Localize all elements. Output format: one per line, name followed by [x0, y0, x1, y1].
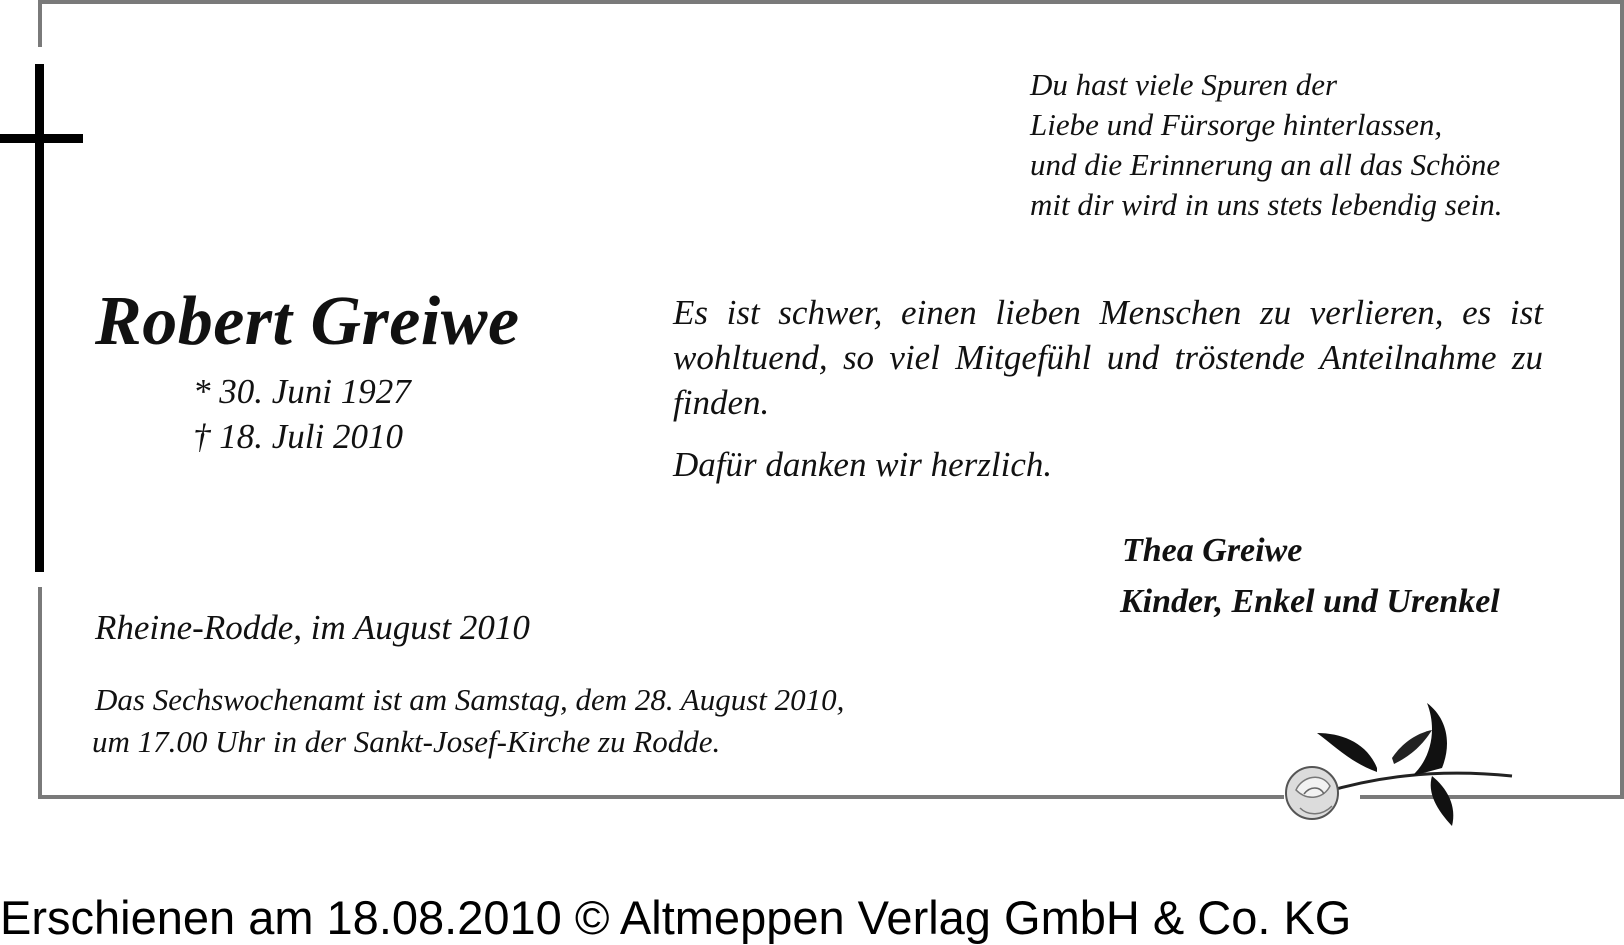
thanks-text: Es ist schwer, einen lieben Menschen zu verlieren, es ist wohltuend, so viel Mitgefühl und tröstende Anteilnahme zu finden. [673, 293, 1543, 422]
rose-icon [1282, 698, 1522, 828]
poem-line: und die Erinnerung an all das Schöne [1030, 147, 1501, 182]
signature-widow: Thea Greiwe [1122, 532, 1303, 569]
place-date: Rheine-Rodde, im August 2010 [95, 608, 530, 647]
poem-line: Liebe und Fürsorge hinterlassen, [1030, 107, 1443, 142]
frame-top [38, 0, 1624, 4]
frame-left-upper [38, 0, 42, 47]
frame-bottom-left [38, 795, 1284, 799]
deceased-name: Robert Greiwe [95, 283, 520, 360]
death-date: † 18. Juli 2010 [193, 417, 403, 456]
mass-notice-line: um 17.00 Uhr in der Sankt-Josef-Kirche zu Rodde. [92, 724, 721, 759]
poem-line: Du hast viele Spuren der [1030, 67, 1338, 102]
poem [1030, 65, 1502, 225]
signature-family: Kinder, Enkel und Urenkel [1120, 583, 1500, 620]
frame-right [1620, 0, 1624, 799]
poem-line: mit dir wird in uns stets lebendig sein. [1030, 187, 1503, 222]
publication-footer: Erschienen am 18.08.2010 © Altmeppen Verlag GmbH & Co. KG [0, 891, 1352, 944]
thanks-closing: Dafür danken wir herzlich. [673, 445, 1053, 484]
birth-date: * 30. Juni 1927 [193, 372, 411, 411]
frame-left-lower [38, 587, 42, 799]
mass-notice-line: Das Sechswochenamt ist am Samstag, dem 28. August 2010, [95, 682, 845, 717]
